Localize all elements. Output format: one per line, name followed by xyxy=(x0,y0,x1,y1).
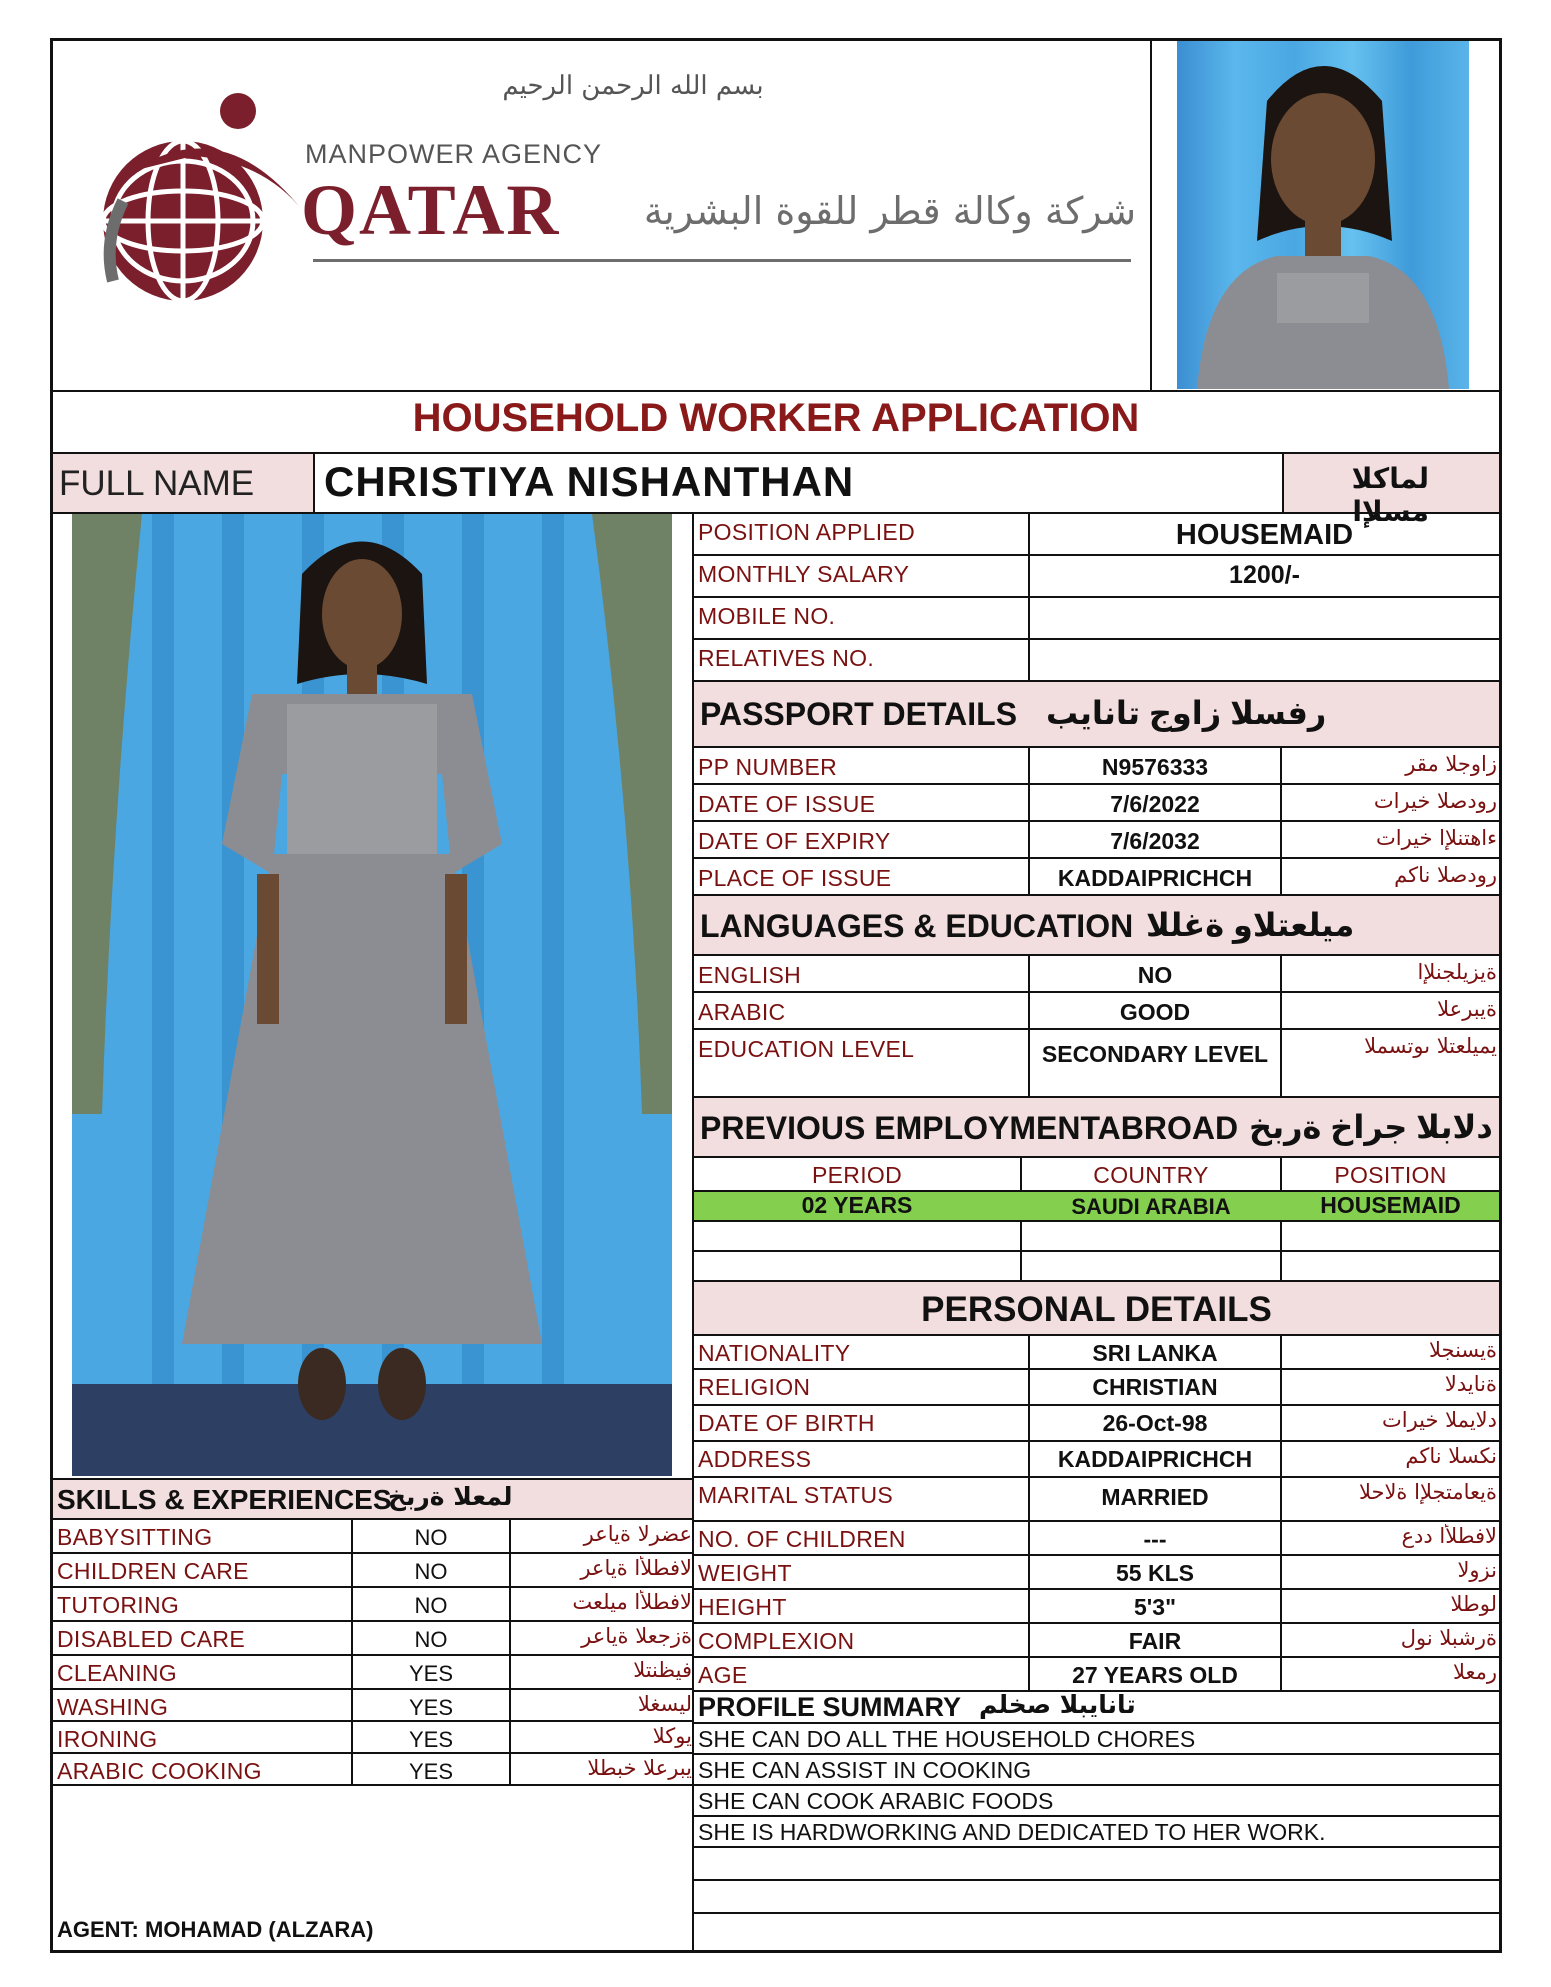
personal-value: --- xyxy=(1143,1526,1167,1552)
personal-ar: ةنايدلا xyxy=(1444,1372,1497,1396)
job-row xyxy=(694,640,1499,682)
personal-ar: نزولا xyxy=(1457,1558,1497,1582)
personal-value: CHRISTIAN xyxy=(1092,1374,1218,1400)
skill-ar: عضرلا ةياعر xyxy=(583,1522,692,1546)
personal-label: MARITAL STATUS xyxy=(698,1482,894,1508)
previous-col-header: PERIOD xyxy=(812,1162,902,1188)
previous-header-row xyxy=(694,1158,1499,1192)
summary-text: SHE CAN ASSIST IN COOKING xyxy=(698,1757,1032,1783)
skills-row xyxy=(53,1754,692,1786)
personal-ar: لوطلا xyxy=(1450,1592,1497,1616)
personal-row xyxy=(694,1478,1499,1522)
summary-heading: PROFILE SUMMARY xyxy=(698,1692,961,1722)
personal-row xyxy=(694,1336,1499,1370)
skills-heading: SKILLS & EXPERIENCES xyxy=(57,1484,392,1515)
skill-ar: لافطلأا ميلعت xyxy=(572,1590,692,1614)
skill-ar: يبرعلا خبطلا xyxy=(587,1756,692,1780)
skill-label: ARABIC COOKING xyxy=(57,1758,262,1784)
languages-row xyxy=(694,993,1499,1030)
passport-value: 7/6/2032 xyxy=(1110,828,1200,854)
job-row xyxy=(694,598,1499,640)
personal-value: 27 YEARS OLD xyxy=(1072,1662,1238,1688)
passport-ar: زاوجلا مقر xyxy=(1405,752,1497,776)
personal-label: WEIGHT xyxy=(698,1560,792,1586)
summary-heading-row xyxy=(694,1692,1499,1724)
passport-row xyxy=(694,822,1499,859)
skills-row xyxy=(53,1520,692,1554)
personal-row xyxy=(694,1406,1499,1442)
previous-row xyxy=(694,1192,1499,1222)
personal-row xyxy=(694,1370,1499,1406)
passport-row xyxy=(694,748,1499,785)
personal-label: RELIGION xyxy=(698,1374,811,1400)
personal-heading: PERSONAL DETAILS xyxy=(921,1290,1272,1329)
passport-value: KADDAIPRICHCH xyxy=(1057,865,1253,891)
full-name-value: CHRISTIYA NISHANTHAN xyxy=(324,458,855,505)
personal-value: 26-Oct-98 xyxy=(1102,1410,1208,1436)
skill-ar: لافطلأا ةياعر xyxy=(580,1556,692,1580)
previous-heading-ar: دلابلا جراخ ةربخ xyxy=(1249,1109,1493,1145)
languages-label: ENGLISH xyxy=(698,962,802,988)
passport-label: DATE OF EXPIRY xyxy=(698,828,891,854)
passport-ar: ءاهتنلإا خيرات xyxy=(1375,826,1497,850)
languages-value: NO xyxy=(1137,962,1173,988)
personal-value: SRI LANKA xyxy=(1092,1340,1218,1366)
passport-row xyxy=(694,859,1499,896)
skill-value: NO xyxy=(414,1525,448,1550)
previous-heading: PREVIOUS EMPLOYMENTABROAD xyxy=(700,1110,1239,1146)
languages-ar: ةيزيلجنلإا xyxy=(1417,960,1497,984)
header-divider xyxy=(1150,41,1152,390)
skill-value: YES xyxy=(408,1759,454,1784)
agency-logo xyxy=(73,81,313,321)
previous-heading-bar xyxy=(694,1098,1499,1158)
personal-value: 5'3" xyxy=(1134,1594,1176,1620)
personal-row xyxy=(694,1442,1499,1478)
passport-heading-ar: رفسلا زاوج تانايب xyxy=(1046,695,1327,731)
agency-name: QATAR xyxy=(301,170,561,250)
personal-value: MARRIED xyxy=(1101,1484,1209,1510)
passport-photo xyxy=(1177,41,1469,389)
passport-row xyxy=(694,785,1499,822)
personal-table xyxy=(694,1336,1499,1692)
summary-text: SHE IS HARDWORKING AND DEDICATED TO HER WORK. xyxy=(698,1819,1326,1845)
full-name-ar-cell xyxy=(1282,454,1499,528)
languages-ar: ةيبرعلا xyxy=(1437,997,1497,1021)
job-label: MOBILE NO. xyxy=(698,603,836,629)
previous-table xyxy=(694,1158,1499,1282)
languages-row xyxy=(694,956,1499,993)
agency-name-arabic: شركة وكالة قطر للقوة البشرية xyxy=(643,189,1137,233)
skills-table xyxy=(53,1520,692,1786)
personal-label: HEIGHT xyxy=(698,1594,787,1620)
skill-label: CLEANING xyxy=(57,1660,177,1686)
skill-label: WASHING xyxy=(57,1694,169,1720)
previous-row xyxy=(694,1252,1499,1282)
personal-ar: دلايملا خيرات xyxy=(1381,1408,1497,1432)
skills-row xyxy=(53,1656,692,1690)
personal-row xyxy=(694,1658,1499,1692)
skills-row xyxy=(53,1622,692,1656)
job-label: POSITION APPLIED xyxy=(698,519,915,545)
agent-label: AGENT: MOHAMAD (ALZARA) xyxy=(57,1917,374,1942)
agency-label: MANPOWER AGENCY xyxy=(305,139,603,169)
passport-value: N9576333 xyxy=(1101,754,1209,780)
languages-label: EDUCATION LEVEL xyxy=(698,1036,915,1062)
passport-label: DATE OF ISSUE xyxy=(698,791,876,817)
skill-value: NO xyxy=(414,1627,448,1652)
personal-label: NO. OF CHILDREN xyxy=(698,1526,906,1552)
skills-row xyxy=(53,1722,692,1754)
personal-ar: رمعلا xyxy=(1452,1660,1497,1684)
skill-label: BABYSITTING xyxy=(57,1524,213,1550)
skill-ar: فيظنتلا xyxy=(633,1658,692,1682)
summary-text: SHE CAN COOK ARABIC FOODS xyxy=(698,1788,1054,1814)
skill-value: NO xyxy=(414,1559,448,1584)
previous-cell: 02 YEARS xyxy=(801,1192,913,1218)
languages-ar: يميلعتلا ىوتسملا xyxy=(1364,1034,1497,1058)
languages-heading-bar xyxy=(694,896,1499,956)
passport-value: 7/6/2022 xyxy=(1110,791,1200,817)
skills-row xyxy=(53,1690,692,1722)
skill-ar: يوكلا xyxy=(652,1724,692,1748)
languages-heading-ar: ميلعتلاو ةغللا xyxy=(1146,907,1355,943)
skill-value: YES xyxy=(408,1727,454,1752)
passport-table xyxy=(694,748,1499,896)
skills-row xyxy=(53,1588,692,1622)
skill-ar: ةزجعلا ةياعر xyxy=(581,1624,692,1648)
personal-ar: ةيعامتجلإا ةلاحلا xyxy=(1358,1480,1497,1504)
job-value: 1200/- xyxy=(1229,561,1300,589)
personal-value: 55 KLS xyxy=(1116,1560,1194,1586)
skill-label: IRONING xyxy=(57,1726,158,1752)
full-name-label-cell xyxy=(53,454,315,512)
languages-label: ARABIC xyxy=(698,999,786,1025)
full-body-photo xyxy=(72,514,672,1476)
personal-row xyxy=(694,1556,1499,1590)
skills-heading-bar xyxy=(53,1478,692,1520)
languages-heading: LANGUAGES & EDUCATION xyxy=(700,908,1134,944)
summary-line xyxy=(694,1724,1499,1755)
personal-row xyxy=(694,1590,1499,1624)
skill-ar: ليسغلا xyxy=(637,1692,692,1716)
bismillah: بسم الله الرحمن الرحيم xyxy=(502,71,764,101)
summary-heading-ar: تانايبلا صخلم xyxy=(979,1690,1136,1719)
previous-col-header: COUNTRY xyxy=(1093,1162,1209,1188)
personal-value: FAIR xyxy=(1128,1628,1182,1654)
previous-row xyxy=(694,1222,1499,1252)
passport-heading: PASSPORT DETAILS xyxy=(700,696,1018,732)
skills-heading-ar: لمعلا ةربخ xyxy=(388,1482,513,1511)
personal-label: AGE xyxy=(698,1662,748,1688)
personal-label: DATE OF BIRTH xyxy=(698,1410,875,1436)
previous-cell: HOUSEMAID xyxy=(1320,1192,1461,1218)
passport-ar: رودصلا خيرات xyxy=(1373,789,1497,813)
summary-line xyxy=(694,1755,1499,1786)
header xyxy=(53,41,1150,390)
skill-label: TUTORING xyxy=(57,1592,180,1618)
summary-line xyxy=(694,1914,1499,1948)
personal-label: COMPLEXION xyxy=(698,1628,855,1654)
personal-heading-bar xyxy=(694,1282,1499,1336)
languages-table xyxy=(694,956,1499,1098)
job-table xyxy=(694,514,1499,682)
header-underline xyxy=(313,259,1131,262)
personal-ar: نكسلا ناكم xyxy=(1405,1444,1497,1468)
personal-ar: ةيسنجلا xyxy=(1428,1338,1497,1362)
personal-ar: لافطلأا ددع xyxy=(1401,1524,1497,1548)
personal-row xyxy=(694,1624,1499,1658)
skills-row xyxy=(53,1554,692,1588)
passport-ar: رودصلا ناكم xyxy=(1394,863,1497,887)
passport-label: PP NUMBER xyxy=(698,754,838,780)
job-row xyxy=(694,514,1499,556)
job-label: RELATIVES NO. xyxy=(698,645,875,671)
previous-col-header: POSITION xyxy=(1334,1162,1447,1188)
skill-value: NO xyxy=(414,1593,448,1618)
languages-value: SECONDARY LEVEL xyxy=(1041,1041,1269,1067)
personal-row xyxy=(694,1522,1499,1556)
summary-table xyxy=(694,1692,1499,1952)
personal-label: NATIONALITY xyxy=(698,1340,851,1366)
languages-row xyxy=(694,1030,1499,1098)
full-name-ar: لماكلا مسلإا xyxy=(1351,462,1429,528)
summary-line xyxy=(694,1786,1499,1817)
passport-heading-bar xyxy=(694,682,1499,748)
personal-label: ADDRESS xyxy=(698,1446,812,1472)
full-name-label: FULL NAME xyxy=(59,464,255,503)
form-title: HOUSEHOLD WORKER APPLICATION xyxy=(412,396,1140,440)
summary-line xyxy=(694,1848,1499,1881)
skill-label: DISABLED CARE xyxy=(57,1626,245,1652)
skill-value: YES xyxy=(408,1661,454,1686)
personal-ar: ةرشبلا نول xyxy=(1400,1626,1497,1650)
job-row xyxy=(694,556,1499,598)
languages-value: GOOD xyxy=(1119,999,1191,1025)
job-label: MONTHLY SALARY xyxy=(698,561,910,587)
skill-value: YES xyxy=(408,1695,454,1720)
summary-text: SHE CAN DO ALL THE HOUSEHOLD CHORES xyxy=(698,1726,1196,1752)
personal-value: KADDAIPRICHCH xyxy=(1057,1446,1253,1472)
skill-label: CHILDREN CARE xyxy=(57,1558,249,1584)
passport-label: PLACE OF ISSUE xyxy=(698,865,892,891)
job-value: HOUSEMAID xyxy=(1175,519,1354,551)
summary-line xyxy=(694,1881,1499,1914)
summary-line xyxy=(694,1817,1499,1848)
header-bottom-line xyxy=(53,390,1499,392)
previous-cell: SAUDI ARABIA xyxy=(1071,1194,1231,1219)
